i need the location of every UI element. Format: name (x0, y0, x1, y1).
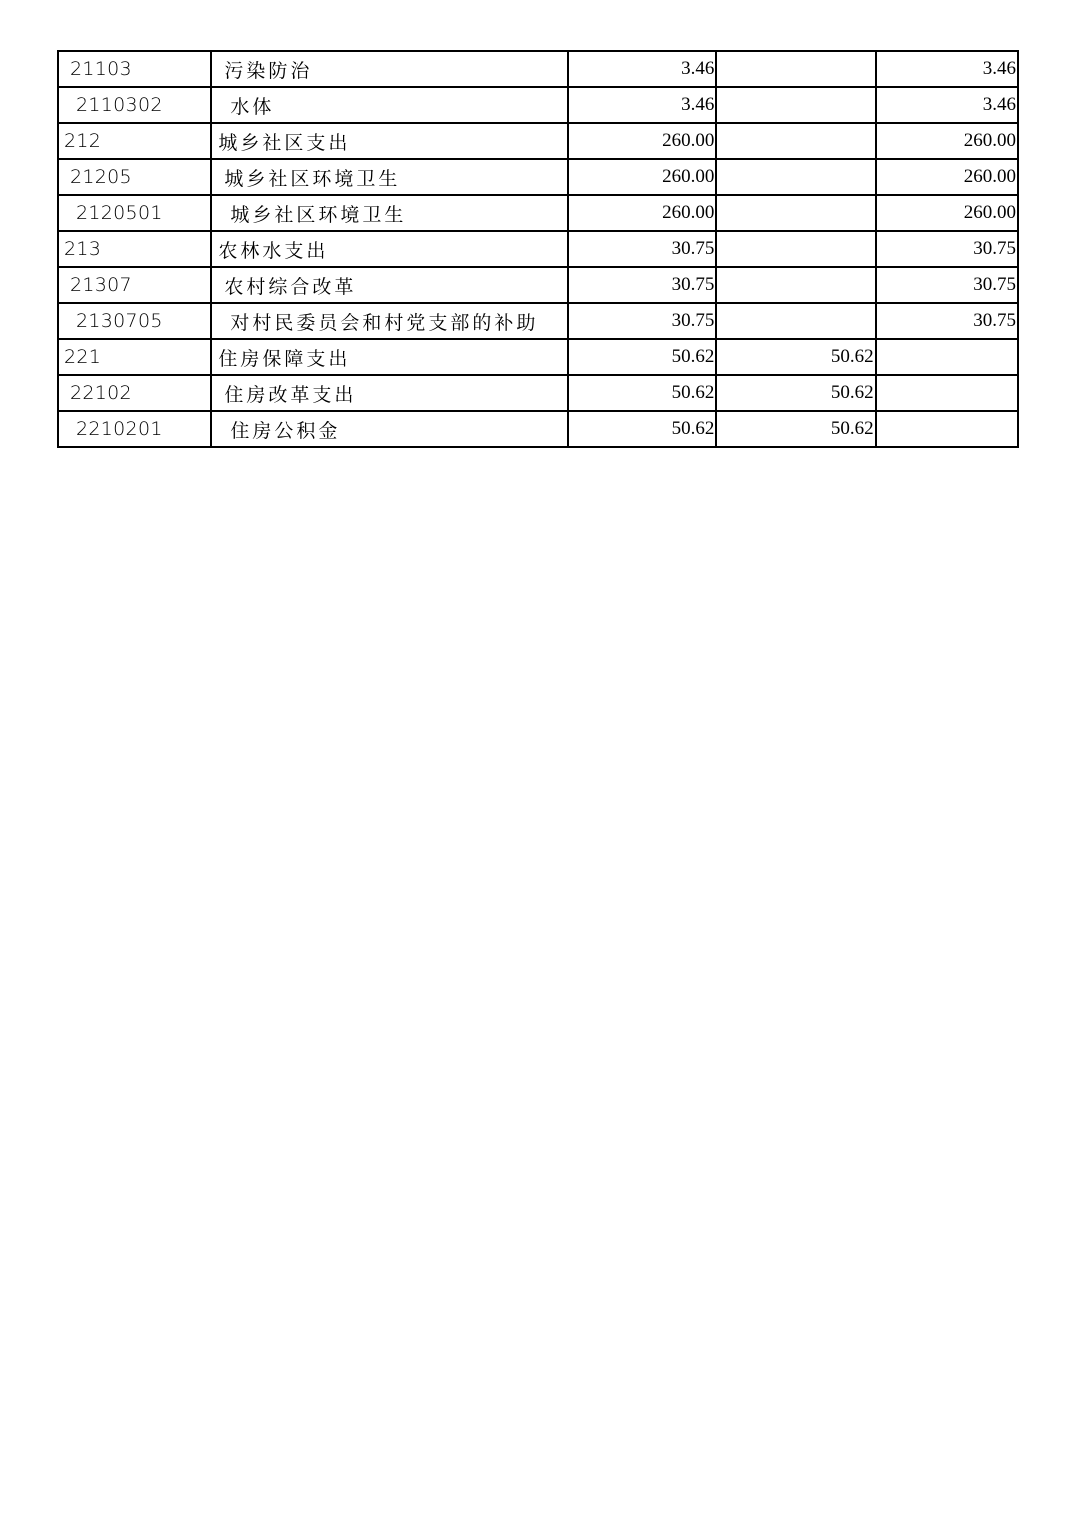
total-amount-cell: 260.00 (568, 195, 716, 231)
table-row (58, 375, 1018, 411)
subject-code-cell: 221 (58, 339, 211, 375)
subject-name-cell: 农村综合改革 (211, 267, 568, 303)
subject-code-cell: 21205 (58, 159, 211, 195)
subject-code-cell: 2210201 (58, 411, 211, 447)
basic-expenditure-cell: 50.62 (716, 411, 875, 447)
project-expenditure-cell: 260.00 (876, 159, 1018, 195)
subject-name-cell: 住房公积金 (211, 411, 568, 447)
subject-name-cell: 城乡社区环境卫生 (211, 159, 568, 195)
project-expenditure-cell: 3.46 (876, 87, 1018, 123)
total-amount-cell: 260.00 (568, 123, 716, 159)
project-expenditure-cell: 3.46 (876, 51, 1018, 87)
budget-expenditure-table (57, 50, 1019, 448)
basic-expenditure-cell (716, 303, 875, 339)
total-amount-cell: 30.75 (568, 267, 716, 303)
table-row (58, 51, 1018, 87)
project-expenditure-cell (876, 339, 1018, 375)
table-row (58, 411, 1018, 447)
table-row (58, 195, 1018, 231)
table-row (58, 159, 1018, 195)
subject-code-cell: 21103 (58, 51, 211, 87)
total-amount-cell: 30.75 (568, 231, 716, 267)
subject-code-cell: 212 (58, 123, 211, 159)
basic-expenditure-cell: 50.62 (716, 375, 875, 411)
basic-expenditure-cell: 50.62 (716, 339, 875, 375)
project-expenditure-cell: 260.00 (876, 195, 1018, 231)
subject-code-cell: 21307 (58, 267, 211, 303)
table-row (58, 231, 1018, 267)
subject-name-cell: 水体 (211, 87, 568, 123)
subject-name-cell: 对村民委员会和村党支部的补助 (211, 303, 568, 339)
basic-expenditure-cell (716, 195, 875, 231)
subject-name-cell: 农林水支出 (211, 231, 568, 267)
total-amount-cell: 50.62 (568, 375, 716, 411)
project-expenditure-cell (876, 411, 1018, 447)
subject-name-cell: 污染防治 (211, 51, 568, 87)
total-amount-cell: 260.00 (568, 159, 716, 195)
subject-code-cell: 2110302 (58, 87, 211, 123)
project-expenditure-cell: 30.75 (876, 267, 1018, 303)
total-amount-cell: 3.46 (568, 87, 716, 123)
subject-code-cell: 22102 (58, 375, 211, 411)
table-row (58, 267, 1018, 303)
subject-name-cell: 住房保障支出 (211, 339, 568, 375)
total-amount-cell: 50.62 (568, 411, 716, 447)
table-row (58, 123, 1018, 159)
table-row (58, 339, 1018, 375)
table-row (58, 303, 1018, 339)
subject-code-cell: 213 (58, 231, 211, 267)
table-row (58, 87, 1018, 123)
subject-name-cell: 住房改革支出 (211, 375, 568, 411)
subject-code-cell: 2130705 (58, 303, 211, 339)
subject-code-cell: 2120501 (58, 195, 211, 231)
total-amount-cell: 50.62 (568, 339, 716, 375)
subject-name-cell: 城乡社区支出 (211, 123, 568, 159)
basic-expenditure-cell (716, 123, 875, 159)
basic-expenditure-cell (716, 231, 875, 267)
project-expenditure-cell: 260.00 (876, 123, 1018, 159)
total-amount-cell: 3.46 (568, 51, 716, 87)
basic-expenditure-cell (716, 267, 875, 303)
total-amount-cell: 30.75 (568, 303, 716, 339)
subject-name-cell: 城乡社区环境卫生 (211, 195, 568, 231)
project-expenditure-cell: 30.75 (876, 303, 1018, 339)
project-expenditure-cell: 30.75 (876, 231, 1018, 267)
basic-expenditure-cell (716, 51, 875, 87)
basic-expenditure-cell (716, 87, 875, 123)
project-expenditure-cell (876, 375, 1018, 411)
budget-table-body (58, 51, 1018, 447)
basic-expenditure-cell (716, 159, 875, 195)
